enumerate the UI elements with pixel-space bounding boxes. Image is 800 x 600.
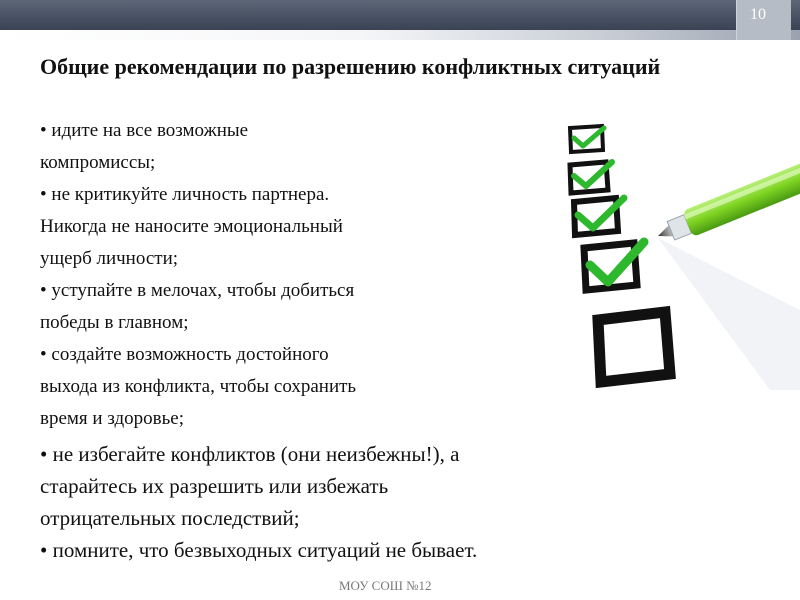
- text-line: • не критикуйте личность партнера.: [40, 184, 330, 205]
- page-number: 10: [750, 6, 766, 23]
- text-line: компромиссы;: [40, 152, 156, 173]
- text-line: отрицательных последствий;: [40, 506, 300, 530]
- footer-school: МОУ СОШ №12: [339, 578, 432, 593]
- text-line: ущерб личности;: [40, 248, 179, 269]
- text-line: • не избегайте конфликтов (они неизбежны!), а: [40, 442, 460, 466]
- text-line: победы в главном;: [40, 312, 189, 333]
- recommendations-wide: [40, 438, 760, 566]
- text-line: Никогда не наносите эмоциональный: [40, 216, 343, 237]
- checkmark-icon: [574, 128, 604, 146]
- green-pen: [653, 159, 800, 249]
- text-line: • создайте возможность достойного: [40, 344, 329, 365]
- text-line: выхода из конфликта, чтобы сохранить: [40, 376, 357, 397]
- text-line: • помните, что безвыходных ситуаций не бывает.: [40, 538, 478, 562]
- header-stripe: [0, 30, 800, 40]
- text-line: • идите на все возможные: [40, 120, 249, 141]
- pen-light-ray: [658, 238, 800, 390]
- checkbox-5-empty: [598, 312, 670, 382]
- slide-title: Общие рекомендации по разрешению конфликтных ситуаций: [40, 54, 661, 79]
- checklist-pen-icon: [540, 110, 800, 390]
- text-line: • уступайте в мелочах, чтобы добиться: [40, 280, 355, 301]
- header-band: [0, 0, 800, 30]
- text-line: старайтесь их разрешить или избежать: [40, 474, 389, 498]
- text-line: время и здоровье;: [40, 408, 185, 429]
- recommendations-narrow: [40, 115, 510, 435]
